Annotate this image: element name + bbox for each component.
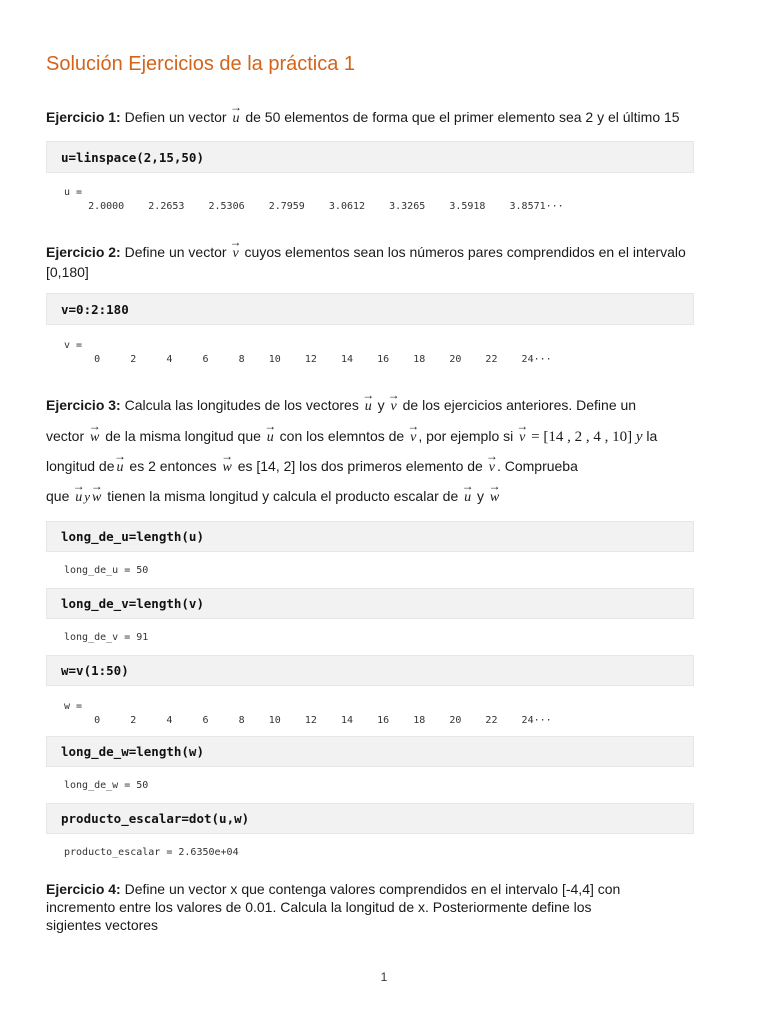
- vector-symbol: → w: [488, 488, 501, 507]
- code-output: v = 0 2 4 6 8 10 12 14 16 18 20 22 24···: [64, 340, 552, 365]
- page-title: Solución Ejercicios de la práctica 1: [46, 53, 356, 75]
- code-cell[interactable]: u=linspace(2,15,50): [46, 141, 694, 173]
- exercise-3-line-1: Ejercicio 3: Calcula las longitudes de los vectores → u y → v de los ejercicios anteriores. Define un: [46, 396, 706, 416]
- vector-symbol: → u: [230, 109, 241, 128]
- exercise-label: Ejercicio 3:: [46, 397, 121, 413]
- vector-symbol: → w: [88, 428, 101, 447]
- exercise-2-statement: Ejercicio 2: Define un vector → v cuyos elementos sean los números pares comprendidos en el intervalo [0,180]: [46, 243, 706, 282]
- example-vector: = [14 , 2 , 4 , 10]: [527, 429, 636, 445]
- code-cell[interactable]: producto_escalar=dot(u,w): [46, 803, 694, 834]
- vector-symbol: → v: [389, 397, 399, 416]
- vector-symbol: → v: [487, 458, 497, 477]
- exercise-label: Ejercicio 4:: [46, 881, 121, 897]
- code-output: producto_escalar = 2.6350e+04: [64, 847, 239, 858]
- code-output: w = 0 2 4 6 8 10 12 14 16 18 20 22 24···: [64, 701, 552, 726]
- vector-symbol: → u: [73, 488, 84, 507]
- code-cell[interactable]: long_de_u=length(u): [46, 521, 694, 552]
- vector-symbol: → u: [265, 428, 276, 447]
- code-cell[interactable]: v=0:2:180: [46, 293, 694, 325]
- exercise-label: Ejercicio 1:: [46, 109, 121, 125]
- vector-symbol: → v: [517, 428, 527, 447]
- code-cell[interactable]: w=v(1:50): [46, 655, 694, 686]
- code-cell[interactable]: long_de_w=length(w): [46, 736, 694, 767]
- exercise-1-statement: Ejercicio 1: Defien un vector → u de 50 elementos de forma que el primer elemento sea 2 y el último 15: [46, 108, 706, 128]
- exercise-3-line-2: vector → w de la misma longitud que → u con los elemntos de → v , por ejemplo si → v = [14 , 2 , 4 , 10] y la: [46, 427, 706, 447]
- vector-symbol: → w: [90, 488, 103, 507]
- exercise-3-line-4: que → u y→ w tienen la misma longitud y calcula el producto escalar de → u y → w: [46, 487, 706, 507]
- page-number: 1: [380, 970, 388, 984]
- vector-symbol: → v: [230, 244, 240, 263]
- vector-symbol: → u: [363, 397, 374, 416]
- vector-symbol: → u: [115, 458, 126, 477]
- exercise-3-line-3: longitud de→ u es 2 entonces → w es [14, 2] los dos primeros elemento de → v . Comprueba: [46, 457, 706, 477]
- code-cell[interactable]: long_de_v=length(v): [46, 588, 694, 619]
- vector-symbol: → w: [220, 458, 233, 477]
- code-output: long_de_w = 50: [64, 780, 149, 791]
- exercise-label: Ejercicio 2:: [46, 244, 121, 260]
- code-output: long_de_u = 50: [64, 565, 149, 576]
- exercise-4-statement: Ejercicio 4: Define un vector x que contenga valores comprendidos en el intervalo [-4,4] con incremento entre los valores de 0.01. Calcula la longitud de x. Posteriormente define los sigientes vectores: [46, 881, 621, 933]
- code-output: u = 2.0000 2.2653 2.5306 2.7959 3.0612 3.3265 3.5918 3.8571···: [64, 187, 564, 212]
- vector-symbol: → u: [462, 488, 473, 507]
- vector-symbol: → v: [408, 428, 418, 447]
- code-output: long_de_v = 91: [64, 632, 149, 643]
